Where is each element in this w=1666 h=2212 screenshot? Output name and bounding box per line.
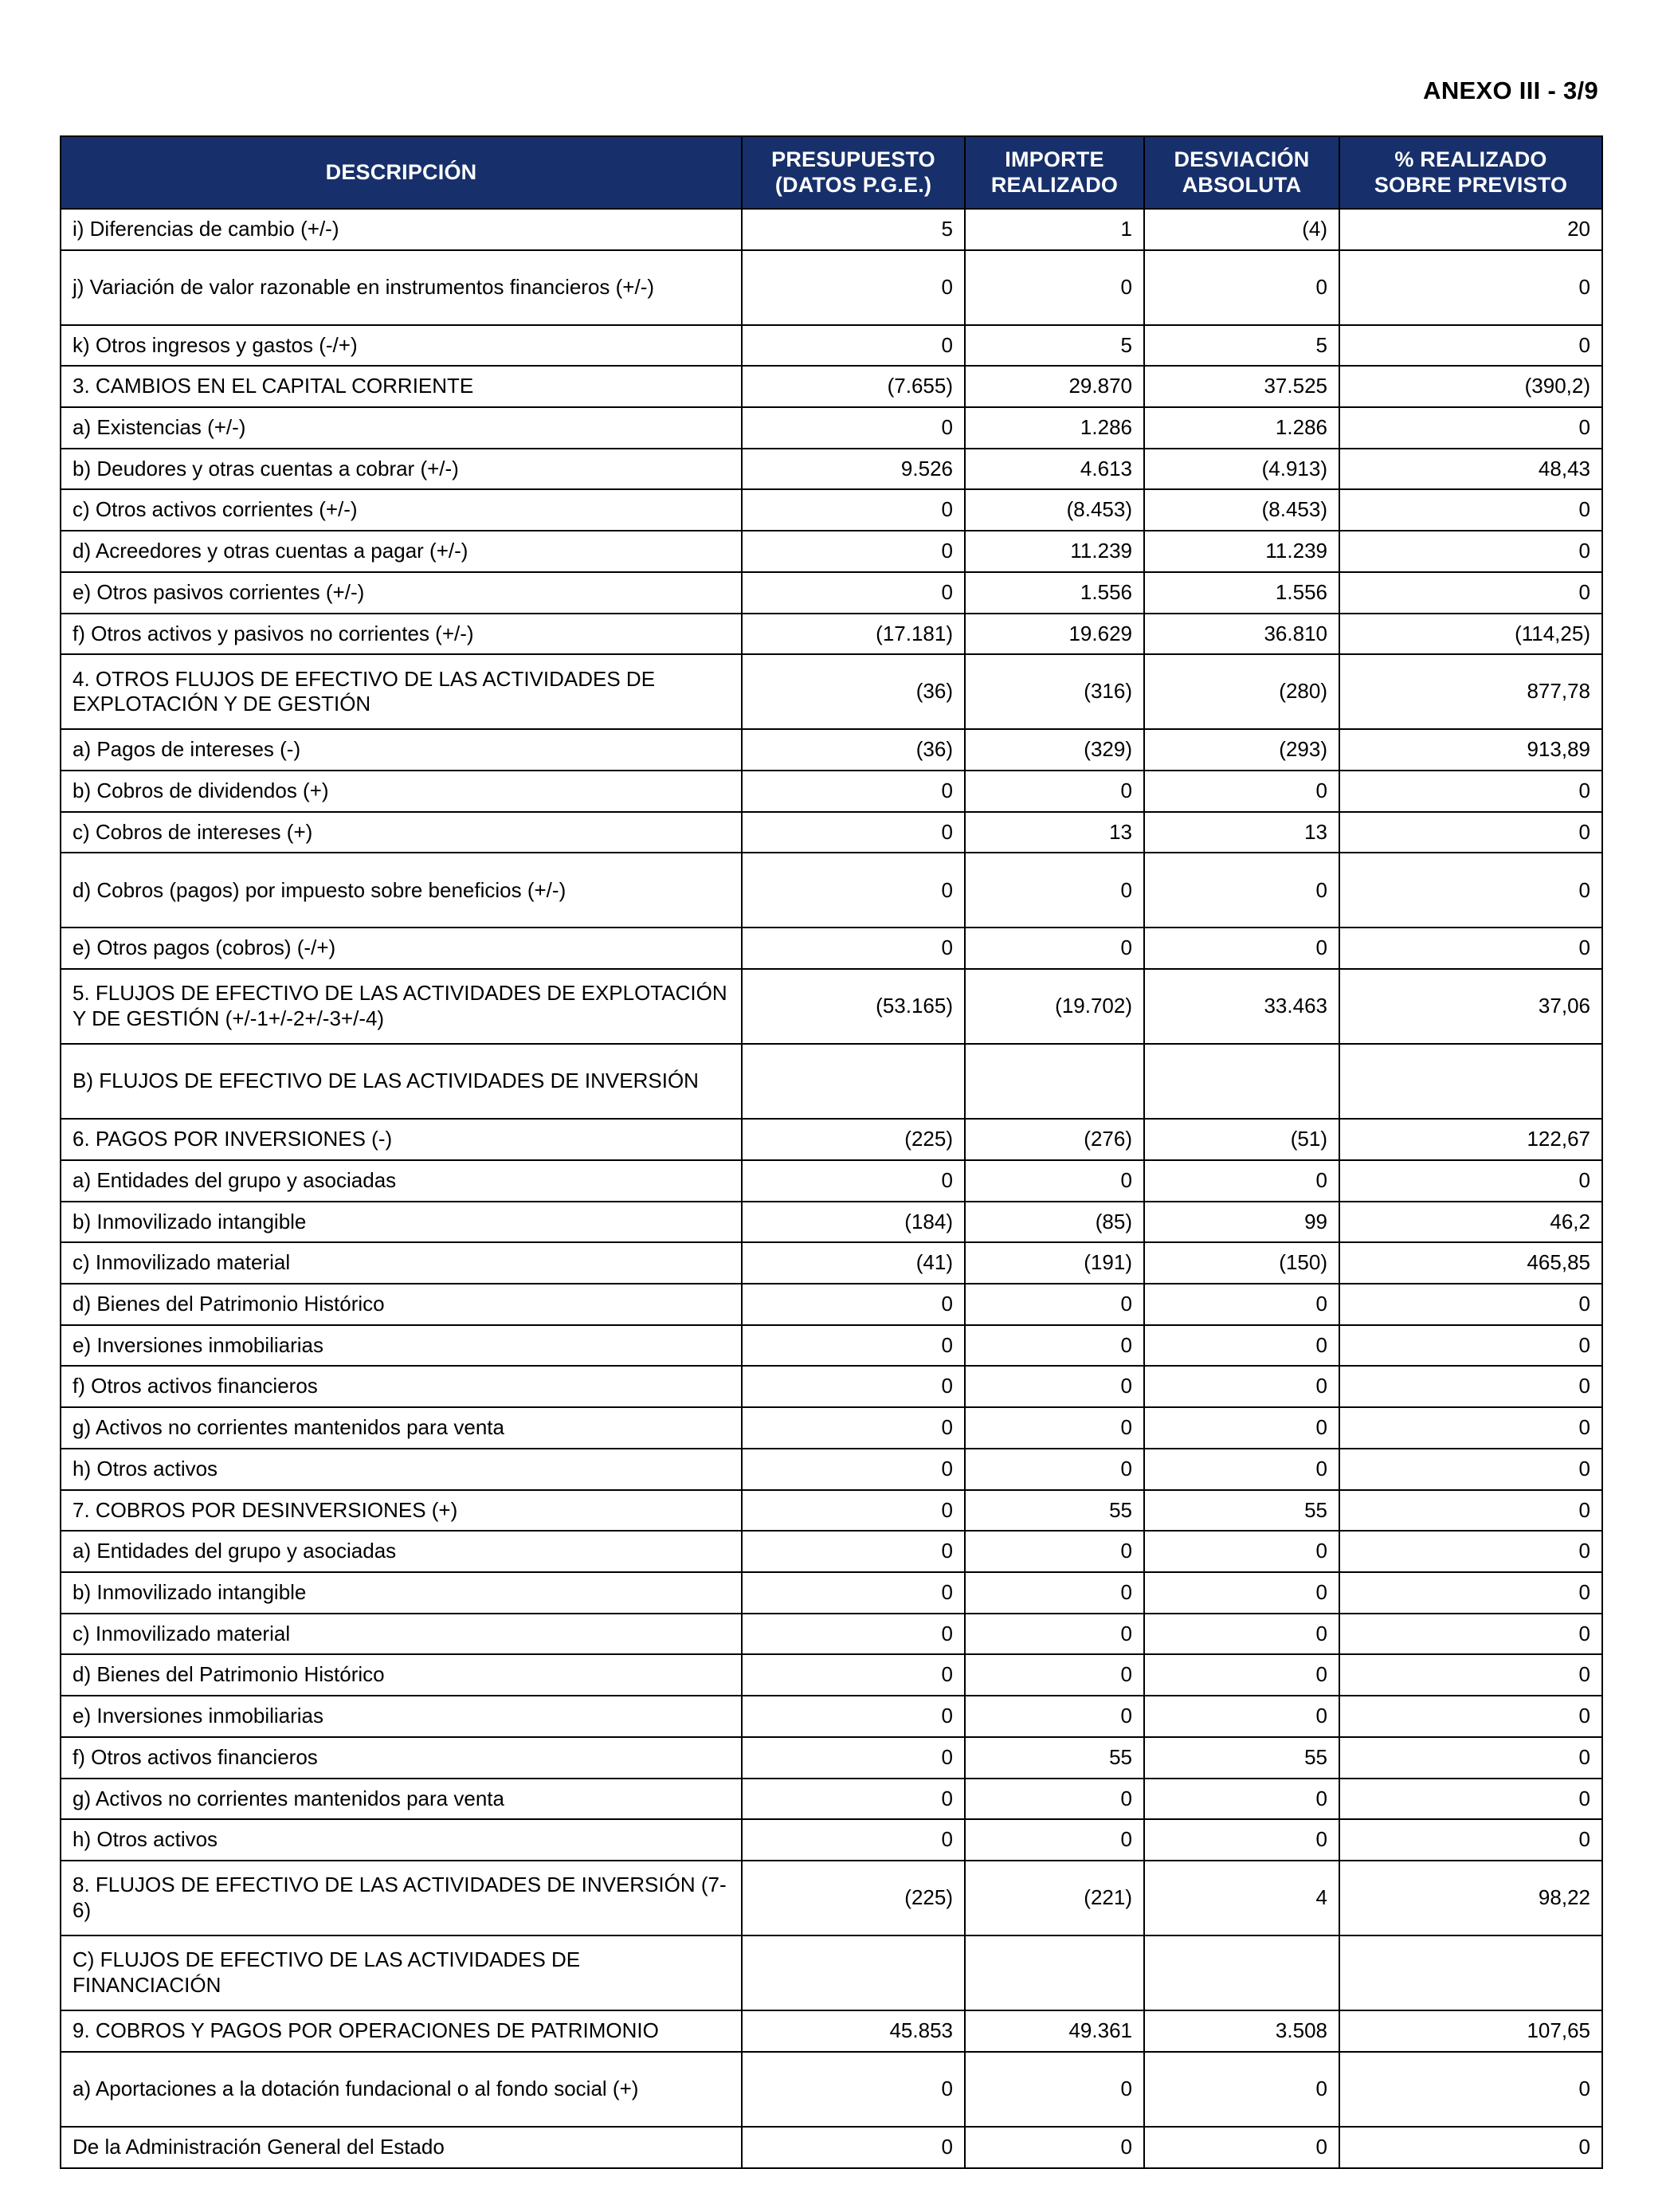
cell-descripcion: C) FLUJOS DE EFECTIVO DE LAS ACTIVIDADES DE FINANCIACIÓN — [61, 1936, 742, 2010]
cell-descripcion: 7. COBROS POR DESINVERSIONES (+) — [61, 1490, 742, 1532]
cell-porcentaje: 0 — [1339, 2052, 1602, 2127]
table-row — [61, 1202, 1602, 1243]
cell-descripcion: De la Administración General del Estado — [61, 2127, 742, 2168]
table-row — [61, 969, 1602, 1044]
cell-porcentaje — [1339, 1936, 1602, 2010]
cell-importe: (85) — [965, 1202, 1144, 1243]
cell-porcentaje: 122,67 — [1339, 1119, 1602, 1160]
cell-presupuesto: 0 — [742, 1696, 965, 1737]
cell-presupuesto: 0 — [742, 1737, 965, 1779]
cell-desviacion: 13 — [1144, 812, 1339, 853]
cell-presupuesto: 9.526 — [742, 449, 965, 490]
cell-desviacion — [1144, 1936, 1339, 2010]
column-header-importe-line2: REALIZADO — [990, 173, 1119, 198]
cell-importe: 0 — [965, 1407, 1144, 1449]
cell-presupuesto: 0 — [742, 250, 965, 325]
cell-descripcion: e) Inversiones inmobiliarias — [61, 1696, 742, 1737]
table-row — [61, 1614, 1602, 1655]
cell-porcentaje: 0 — [1339, 1325, 1602, 1367]
cell-descripcion: a) Entidades del grupo y asociadas — [61, 1160, 742, 1202]
column-header-descripcion-line1: DESCRIPCIÓN — [325, 160, 477, 185]
cell-presupuesto: 0 — [742, 1366, 965, 1407]
cell-porcentaje: (114,25) — [1339, 614, 1602, 655]
table-row — [61, 2127, 1602, 2168]
cell-desviacion: 0 — [1144, 1325, 1339, 1367]
column-header-presupuesto-line2: (DATOS P.G.E.) — [774, 173, 932, 198]
cell-porcentaje: 0 — [1339, 928, 1602, 969]
cell-importe: 0 — [965, 1325, 1144, 1367]
cell-desviacion: 99 — [1144, 1202, 1339, 1243]
table-row — [61, 531, 1602, 572]
cell-importe: 0 — [965, 1572, 1144, 1614]
cell-presupuesto: 0 — [742, 2052, 965, 2127]
cell-presupuesto: 0 — [742, 1490, 965, 1532]
cell-porcentaje: 0 — [1339, 2127, 1602, 2168]
cell-importe: 0 — [965, 771, 1144, 812]
cell-presupuesto: 5 — [742, 209, 965, 250]
cell-porcentaje: 0 — [1339, 1160, 1602, 1202]
cell-porcentaje: 0 — [1339, 325, 1602, 367]
cell-presupuesto: (17.181) — [742, 614, 965, 655]
cell-porcentaje: 0 — [1339, 572, 1602, 614]
table-row — [61, 1490, 1602, 1532]
table-row — [61, 1572, 1602, 1614]
cell-presupuesto — [742, 1044, 965, 1119]
table-row — [61, 1119, 1602, 1160]
cell-importe: 0 — [965, 1779, 1144, 1820]
cell-descripcion: e) Inversiones inmobiliarias — [61, 1325, 742, 1367]
cell-porcentaje — [1339, 1044, 1602, 1119]
table-row — [61, 1861, 1602, 1936]
cell-presupuesto: 0 — [742, 1614, 965, 1655]
cell-desviacion: 0 — [1144, 1779, 1339, 1820]
cell-descripcion: f) Otros activos financieros — [61, 1366, 742, 1407]
table-row — [61, 1819, 1602, 1861]
table-header-row — [61, 136, 1602, 209]
cell-importe: (276) — [965, 1119, 1144, 1160]
cell-importe: 0 — [965, 1531, 1144, 1572]
cell-importe: 13 — [965, 812, 1144, 853]
cell-desviacion: 0 — [1144, 1449, 1339, 1490]
cell-presupuesto: (184) — [742, 1202, 965, 1243]
cell-descripcion: h) Otros activos — [61, 1819, 742, 1861]
cell-presupuesto: 0 — [742, 489, 965, 531]
cell-desviacion: (8.453) — [1144, 489, 1339, 531]
cell-porcentaje: 98,22 — [1339, 1861, 1602, 1936]
cell-desviacion: 0 — [1144, 2127, 1339, 2168]
cell-importe: 55 — [965, 1490, 1144, 1532]
column-header-desviacion — [1144, 136, 1339, 209]
cell-presupuesto: 0 — [742, 407, 965, 449]
cell-importe: 0 — [965, 1284, 1144, 1325]
table-row — [61, 771, 1602, 812]
cell-presupuesto: (36) — [742, 729, 965, 771]
cell-presupuesto: (53.165) — [742, 969, 965, 1044]
cell-desviacion: 0 — [1144, 1819, 1339, 1861]
cell-descripcion: c) Cobros de intereses (+) — [61, 812, 742, 853]
column-header-porcentaje — [1339, 136, 1602, 209]
cell-desviacion: 5 — [1144, 325, 1339, 367]
cell-presupuesto: 45.853 — [742, 2010, 965, 2052]
page-title: ANEXO III - 3/9 — [1423, 76, 1598, 104]
cell-porcentaje: 0 — [1339, 1407, 1602, 1449]
cell-porcentaje: 0 — [1339, 1737, 1602, 1779]
table-row — [61, 654, 1602, 729]
cell-porcentaje: 913,89 — [1339, 729, 1602, 771]
cell-desviacion: 0 — [1144, 1284, 1339, 1325]
cell-importe: 0 — [965, 853, 1144, 928]
cell-presupuesto: 0 — [742, 1449, 965, 1490]
cell-descripcion: 6. PAGOS POR INVERSIONES (-) — [61, 1119, 742, 1160]
cell-desviacion: 0 — [1144, 1654, 1339, 1696]
cell-desviacion: 1.286 — [1144, 407, 1339, 449]
cell-desviacion: (51) — [1144, 1119, 1339, 1160]
cell-desviacion: (4.913) — [1144, 449, 1339, 490]
cell-presupuesto: 0 — [742, 928, 965, 969]
table-row — [61, 1044, 1602, 1119]
cell-presupuesto: 0 — [742, 2127, 965, 2168]
cell-porcentaje: 46,2 — [1339, 1202, 1602, 1243]
cell-descripcion: c) Inmovilizado material — [61, 1614, 742, 1655]
cell-descripcion: a) Existencias (+/-) — [61, 407, 742, 449]
cell-porcentaje: 0 — [1339, 1284, 1602, 1325]
column-header-desviacion-line2: ABSOLUTA — [1182, 173, 1302, 198]
cell-descripcion: c) Inmovilizado material — [61, 1242, 742, 1284]
cell-importe: 0 — [965, 2127, 1144, 2168]
cell-descripcion: d) Cobros (pagos) por impuesto sobre beneficios (+/-) — [61, 853, 742, 928]
table-row — [61, 812, 1602, 853]
cell-presupuesto: 0 — [742, 853, 965, 928]
cell-importe: 0 — [965, 1819, 1144, 1861]
cell-importe: (8.453) — [965, 489, 1144, 531]
cell-porcentaje: 0 — [1339, 812, 1602, 853]
table-row — [61, 1242, 1602, 1284]
cell-porcentaje: (390,2) — [1339, 366, 1602, 407]
cell-porcentaje: 0 — [1339, 771, 1602, 812]
cell-importe — [965, 1044, 1144, 1119]
column-header-desviacion-line1: DESVIACIÓN — [1174, 147, 1310, 171]
table-row — [61, 729, 1602, 771]
cell-importe: 0 — [965, 928, 1144, 969]
cell-desviacion: 0 — [1144, 1614, 1339, 1655]
table-row — [61, 449, 1602, 490]
table-row — [61, 1284, 1602, 1325]
cell-desviacion: 0 — [1144, 1160, 1339, 1202]
cell-descripcion: c) Otros activos corrientes (+/-) — [61, 489, 742, 531]
cell-presupuesto: 0 — [742, 771, 965, 812]
cell-porcentaje: 0 — [1339, 1654, 1602, 1696]
cell-desviacion: 1.556 — [1144, 572, 1339, 614]
cell-importe: 0 — [965, 1696, 1144, 1737]
cell-porcentaje: 0 — [1339, 1696, 1602, 1737]
cell-importe: (329) — [965, 729, 1144, 771]
cell-desviacion: 0 — [1144, 853, 1339, 928]
cell-porcentaje: 0 — [1339, 531, 1602, 572]
cell-descripcion: f) Otros activos y pasivos no corrientes (+/-) — [61, 614, 742, 655]
cell-porcentaje: 0 — [1339, 1614, 1602, 1655]
cell-desviacion: 33.463 — [1144, 969, 1339, 1044]
cell-presupuesto: 0 — [742, 1654, 965, 1696]
cell-desviacion: 0 — [1144, 771, 1339, 812]
cell-presupuesto: 0 — [742, 1572, 965, 1614]
column-header-porcentaje-line2: SOBRE PREVISTO — [1374, 173, 1568, 198]
cell-desviacion: 0 — [1144, 1531, 1339, 1572]
cell-presupuesto: 0 — [742, 1325, 965, 1367]
cell-desviacion: 55 — [1144, 1737, 1339, 1779]
cell-descripcion: b) Inmovilizado intangible — [61, 1572, 742, 1614]
cell-presupuesto: 0 — [742, 531, 965, 572]
table-row — [61, 209, 1602, 250]
cell-porcentaje: 0 — [1339, 1449, 1602, 1490]
column-header-importe — [965, 136, 1144, 209]
table-row — [61, 2052, 1602, 2127]
table-row — [61, 853, 1602, 928]
cell-presupuesto: 0 — [742, 572, 965, 614]
cell-importe: 19.629 — [965, 614, 1144, 655]
cell-descripcion: b) Cobros de dividendos (+) — [61, 771, 742, 812]
cell-importe: 0 — [965, 1614, 1144, 1655]
cell-porcentaje: 0 — [1339, 250, 1602, 325]
cell-desviacion: 55 — [1144, 1490, 1339, 1532]
column-header-importe-line1: IMPORTE — [1005, 147, 1104, 171]
table-row — [61, 1654, 1602, 1696]
cell-presupuesto: (41) — [742, 1242, 965, 1284]
column-header-presupuesto — [742, 136, 965, 209]
cell-presupuesto: (36) — [742, 654, 965, 729]
cell-desviacion: 3.508 — [1144, 2010, 1339, 2052]
cell-porcentaje: 0 — [1339, 1819, 1602, 1861]
cell-presupuesto — [742, 1936, 965, 2010]
cell-desviacion: 0 — [1144, 2052, 1339, 2127]
cell-porcentaje: 0 — [1339, 1779, 1602, 1820]
cell-importe: (221) — [965, 1861, 1144, 1936]
cell-porcentaje: 0 — [1339, 1572, 1602, 1614]
table-body — [61, 209, 1602, 2168]
cell-importe: 0 — [965, 1449, 1144, 1490]
table-row — [61, 489, 1602, 531]
cell-porcentaje: 37,06 — [1339, 969, 1602, 1044]
cell-porcentaje: 20 — [1339, 209, 1602, 250]
cell-porcentaje: 0 — [1339, 407, 1602, 449]
cell-importe: 11.239 — [965, 531, 1144, 572]
table-row — [61, 1936, 1602, 2010]
cell-importe: 0 — [965, 1366, 1144, 1407]
table-row — [61, 250, 1602, 325]
cell-importe: 4.613 — [965, 449, 1144, 490]
cell-presupuesto: 0 — [742, 1160, 965, 1202]
cell-desviacion: (280) — [1144, 654, 1339, 729]
column-header-descripcion — [61, 136, 742, 209]
table-row — [61, 1696, 1602, 1737]
table-row — [61, 614, 1602, 655]
cell-importe: 55 — [965, 1737, 1144, 1779]
table-row — [61, 1449, 1602, 1490]
cell-descripcion: e) Otros pagos (cobros) (-/+) — [61, 928, 742, 969]
table-row — [61, 1779, 1602, 1820]
cell-desviacion: 0 — [1144, 1366, 1339, 1407]
cell-porcentaje: 0 — [1339, 489, 1602, 531]
cell-desviacion: (150) — [1144, 1242, 1339, 1284]
cell-descripcion: i) Diferencias de cambio (+/-) — [61, 209, 742, 250]
cell-presupuesto: 0 — [742, 1779, 965, 1820]
cell-descripcion: g) Activos no corrientes mantenidos para venta — [61, 1779, 742, 1820]
cell-presupuesto: 0 — [742, 1407, 965, 1449]
cell-porcentaje: 0 — [1339, 853, 1602, 928]
cell-desviacion: 37.525 — [1144, 366, 1339, 407]
cell-descripcion: 4. OTROS FLUJOS DE EFECTIVO DE LAS ACTIVIDADES DE EXPLOTACIÓN Y DE GESTIÓN — [61, 654, 742, 729]
cell-descripcion: d) Acreedores y otras cuentas a pagar (+/-) — [61, 531, 742, 572]
cell-descripcion: g) Activos no corrientes mantenidos para venta — [61, 1407, 742, 1449]
column-header-presupuesto-line1: PRESUPUESTO — [771, 147, 935, 171]
cell-importe: 0 — [965, 1160, 1144, 1202]
cell-porcentaje: 107,65 — [1339, 2010, 1602, 2052]
table-header — [61, 136, 1602, 209]
table-row — [61, 325, 1602, 367]
cell-desviacion: (4) — [1144, 209, 1339, 250]
cell-importe: 0 — [965, 250, 1144, 325]
cell-importe: 0 — [965, 2052, 1144, 2127]
cell-desviacion: 0 — [1144, 928, 1339, 969]
cell-desviacion: 0 — [1144, 1696, 1339, 1737]
cell-desviacion: 0 — [1144, 1572, 1339, 1614]
cell-descripcion: b) Deudores y otras cuentas a cobrar (+/-) — [61, 449, 742, 490]
cell-presupuesto: (225) — [742, 1119, 965, 1160]
column-header-porcentaje-line1: % REALIZADO — [1394, 147, 1547, 171]
table-row — [61, 1531, 1602, 1572]
table-row — [61, 366, 1602, 407]
cell-descripcion: b) Inmovilizado intangible — [61, 1202, 742, 1243]
cell-porcentaje: 0 — [1339, 1490, 1602, 1532]
cell-porcentaje: 0 — [1339, 1531, 1602, 1572]
cell-presupuesto: 0 — [742, 325, 965, 367]
cell-importe — [965, 1936, 1144, 2010]
cell-descripcion: 5. FLUJOS DE EFECTIVO DE LAS ACTIVIDADES DE EXPLOTACIÓN Y DE GESTIÓN (+/-1+/-2+/-3+/-4) — [61, 969, 742, 1044]
cell-descripcion: 3. CAMBIOS EN EL CAPITAL CORRIENTE — [61, 366, 742, 407]
cell-porcentaje: 48,43 — [1339, 449, 1602, 490]
cell-presupuesto: (7.655) — [742, 366, 965, 407]
cell-importe: 1 — [965, 209, 1144, 250]
cell-importe: 5 — [965, 325, 1144, 367]
cell-presupuesto: 0 — [742, 1819, 965, 1861]
cell-descripcion: 9. COBROS Y PAGOS POR OPERACIONES DE PATRIMONIO — [61, 2010, 742, 2052]
cell-desviacion: 4 — [1144, 1861, 1339, 1936]
cell-desviacion: 11.239 — [1144, 531, 1339, 572]
cell-importe: 1.556 — [965, 572, 1144, 614]
cell-desviacion — [1144, 1044, 1339, 1119]
cell-descripcion: j) Variación de valor razonable en instrumentos financieros (+/-) — [61, 250, 742, 325]
cell-descripcion: a) Entidades del grupo y asociadas — [61, 1531, 742, 1572]
cell-descripcion: a) Pagos de intereses (-) — [61, 729, 742, 771]
table-row — [61, 572, 1602, 614]
table-row — [61, 2010, 1602, 2052]
cell-descripcion: h) Otros activos — [61, 1449, 742, 1490]
cell-descripcion: f) Otros activos financieros — [61, 1737, 742, 1779]
cell-presupuesto: 0 — [742, 1284, 965, 1325]
cell-importe: (19.702) — [965, 969, 1144, 1044]
cell-desviacion: 0 — [1144, 1407, 1339, 1449]
cell-descripcion: a) Aportaciones a la dotación fundacional o al fondo social (+) — [61, 2052, 742, 2127]
cell-descripcion: B) FLUJOS DE EFECTIVO DE LAS ACTIVIDADES DE INVERSIÓN — [61, 1044, 742, 1119]
cell-descripcion: d) Bienes del Patrimonio Histórico — [61, 1654, 742, 1696]
table-row — [61, 1366, 1602, 1407]
table-row — [61, 1160, 1602, 1202]
cell-importe: 29.870 — [965, 366, 1144, 407]
cell-descripcion: e) Otros pasivos corrientes (+/-) — [61, 572, 742, 614]
cell-presupuesto: 0 — [742, 812, 965, 853]
cell-presupuesto: (225) — [742, 1861, 965, 1936]
cell-porcentaje: 877,78 — [1339, 654, 1602, 729]
table-row — [61, 1737, 1602, 1779]
cash-flow-table — [60, 135, 1603, 2169]
cell-descripcion: d) Bienes del Patrimonio Histórico — [61, 1284, 742, 1325]
cell-importe: 1.286 — [965, 407, 1144, 449]
table-row — [61, 1325, 1602, 1367]
cell-desviacion: 0 — [1144, 250, 1339, 325]
cell-importe: (191) — [965, 1242, 1144, 1284]
cell-importe: 0 — [965, 1654, 1144, 1696]
cell-desviacion: (293) — [1144, 729, 1339, 771]
cell-descripcion: 8. FLUJOS DE EFECTIVO DE LAS ACTIVIDADES DE INVERSIÓN (7-6) — [61, 1861, 742, 1936]
cell-porcentaje: 465,85 — [1339, 1242, 1602, 1284]
cell-descripcion: k) Otros ingresos y gastos (-/+) — [61, 325, 742, 367]
table-row — [61, 928, 1602, 969]
table-row — [61, 407, 1602, 449]
cell-importe: (316) — [965, 654, 1144, 729]
cell-presupuesto: 0 — [742, 1531, 965, 1572]
cell-importe: 49.361 — [965, 2010, 1144, 2052]
cell-porcentaje: 0 — [1339, 1366, 1602, 1407]
table-row — [61, 1407, 1602, 1449]
cell-desviacion: 36.810 — [1144, 614, 1339, 655]
